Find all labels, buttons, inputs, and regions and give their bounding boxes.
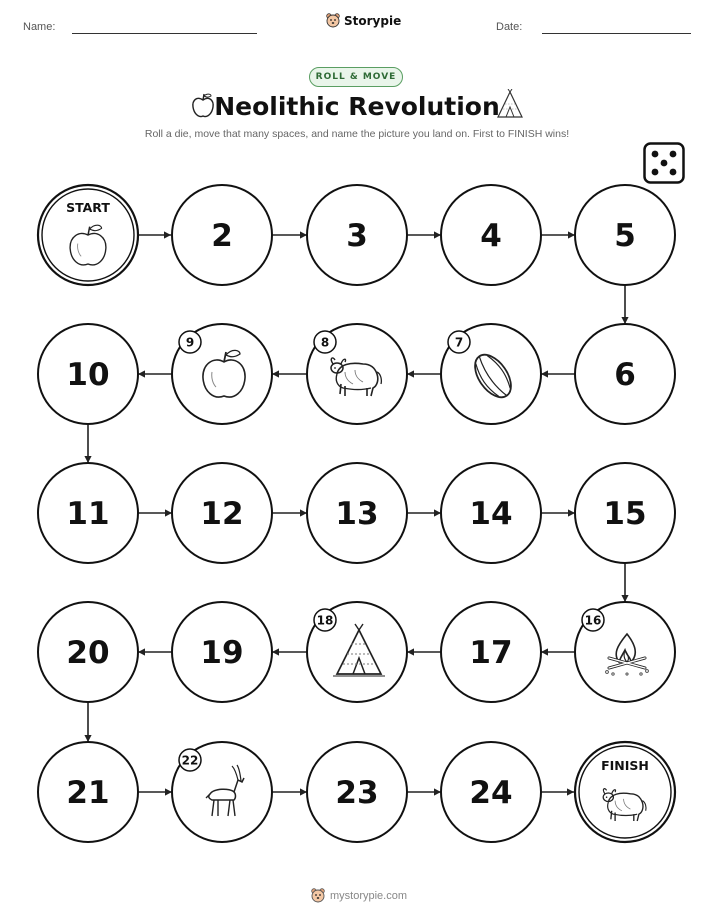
board-space	[441, 602, 541, 702]
board-space	[38, 324, 138, 424]
board-space	[307, 602, 407, 702]
board-space	[172, 602, 272, 702]
path-arrow	[272, 788, 307, 795]
path-arrow	[139, 231, 171, 238]
path-arrow	[84, 702, 91, 742]
path-arrow	[541, 648, 575, 655]
space-number: 19	[200, 635, 244, 671]
space-number: 5	[614, 218, 636, 254]
path-arrow	[621, 563, 628, 602]
space-number: 17	[469, 635, 513, 671]
path-arrow	[272, 370, 307, 377]
path-arrow	[272, 231, 307, 238]
space-number: 6	[614, 357, 636, 393]
space-number-badge: 9	[185, 335, 195, 350]
space-number: 10	[66, 357, 110, 393]
footer-url: mystorypie.com	[330, 890, 408, 902]
path-arrow	[541, 231, 575, 238]
path-arrow	[138, 788, 172, 795]
path-arrow	[84, 424, 91, 463]
space-number-badge: 18	[316, 613, 334, 628]
board-space	[441, 185, 541, 285]
space-number: 3	[346, 218, 368, 254]
finish-label: FINISH	[601, 758, 649, 773]
name-label: Name:	[23, 21, 56, 33]
path-arrow	[541, 509, 575, 516]
space-number: 13	[335, 496, 379, 532]
space-number: 14	[469, 496, 513, 532]
path-arrow	[407, 648, 441, 655]
board-space	[575, 185, 675, 285]
path-arrow	[407, 370, 441, 377]
space-number: 12	[200, 496, 244, 532]
space-number-badge: 7	[454, 335, 464, 350]
space-number: 4	[480, 218, 502, 254]
brand-name: Storypie	[344, 14, 402, 28]
space-number: 21	[66, 775, 110, 811]
board-space	[441, 463, 541, 563]
space-number: 20	[66, 635, 110, 671]
path-arrow	[272, 648, 307, 655]
space-number: 23	[335, 775, 379, 811]
start-label: START	[66, 200, 110, 215]
roll-and-move-badge: ROLL & MOVE	[309, 67, 403, 87]
page-title: Neolithic Revolution	[214, 92, 500, 121]
board-space	[307, 324, 407, 424]
board-space	[38, 463, 138, 563]
board-space	[172, 742, 272, 842]
space-number: 11	[66, 496, 110, 532]
space-number: 15	[603, 496, 647, 532]
path-arrow	[541, 788, 574, 795]
instructions: Roll a die, move that many spaces, and name the picture you land on. First to FINISH wins!	[144, 128, 570, 140]
board-space	[307, 742, 407, 842]
finish-space	[575, 742, 675, 842]
path-arrow	[272, 509, 307, 516]
bear-icon	[311, 888, 325, 904]
date-label: Date:	[496, 21, 523, 33]
board-space	[575, 324, 675, 424]
board-space	[172, 185, 272, 285]
space-number-badge: 8	[320, 335, 330, 350]
footer	[311, 888, 407, 904]
board-space	[307, 463, 407, 563]
space-number-badge: 16	[584, 613, 602, 628]
space-number: 2	[211, 218, 233, 254]
board-space	[172, 324, 272, 424]
board-space	[38, 602, 138, 702]
space-number-badge: 22	[181, 753, 199, 768]
path-arrow	[138, 648, 172, 655]
path-arrow	[138, 509, 172, 516]
path-arrow	[407, 231, 441, 238]
path-arrow	[621, 285, 628, 324]
path-arrow	[407, 509, 441, 516]
board-space	[38, 742, 138, 842]
path-arrow	[541, 370, 575, 377]
board-space	[441, 324, 541, 424]
path-arrow	[138, 370, 172, 377]
board-space	[575, 463, 675, 563]
board-space	[441, 742, 541, 842]
board-space	[172, 463, 272, 563]
board-space	[307, 185, 407, 285]
space-number: 24	[469, 775, 513, 811]
path-arrow	[407, 788, 441, 795]
